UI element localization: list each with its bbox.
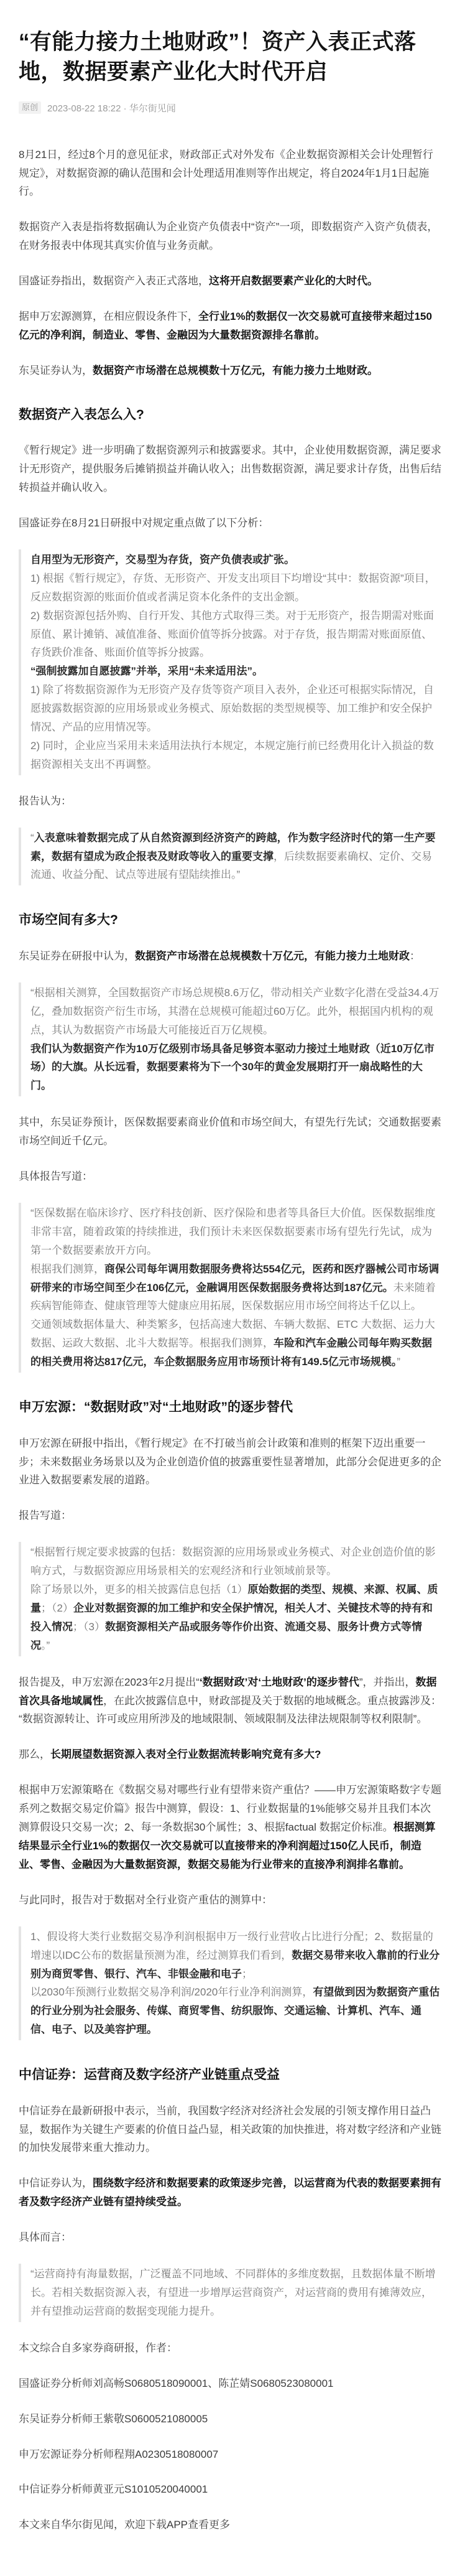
text-run: ，后续数据要素确权、定价、交易流通、收益分配、试点等进展有望陆续推出。” bbox=[30, 850, 432, 881]
research-quote bbox=[19, 2264, 441, 2322]
text-run: 报告提及，申万宏源在2023年2月提出“ bbox=[19, 1676, 200, 1688]
text-run: 申万宏源在研报中指出，《暂行规定》在不打破当前会计政策和准则的框架下迈出重要一步；未来数据业务场景以及为企业创造价值的披露重要性显著增加，此部分会促进更多的企业进入数据要素发展的道路。 bbox=[19, 1437, 441, 1486]
bold-text: “强制披露加自愿披露”并举，采用“未来适用法”。 bbox=[30, 665, 263, 678]
bold-text: 原始数据的类型、规模、来源、权属、质量 bbox=[30, 1584, 438, 1614]
quote-paragraph bbox=[30, 984, 441, 1040]
text-run: 东吴证券分析师王紫敬S0600521080005 bbox=[19, 2412, 208, 2425]
quote-paragraph bbox=[30, 569, 441, 607]
text-run: 根据我们测算， bbox=[30, 1262, 104, 1275]
text-run: ，在此次披露信息中，财政部提及关于数据的地域概念。重点披露涉及：“数据资源转让、许可或应用所涉及的地域限制、领域限制及法律法规限制等权利限制”。 bbox=[19, 1694, 441, 1725]
bold-text: 数据首次具备地域属性 bbox=[19, 1676, 437, 1707]
paragraph bbox=[19, 1434, 441, 1490]
text-run: “根据暂行规定要求披露的包括：数据资源的应用场景或业务模式、对企业创造价值的影响方式，与数据资源应用场景相关的宏观经济和行业领域前景等。 bbox=[30, 1546, 436, 1577]
text-run: 国盛证券指出，数据资产入表正式落地， bbox=[19, 275, 209, 287]
bold-text: ‘数据财政’对‘土地财政’的逐步替代 bbox=[199, 1676, 359, 1688]
text-run: 数据资产入表怎么入? bbox=[19, 407, 144, 422]
text-run: 1、假设将大类行业数据交易净利润根据申万一级行业营收占比进行分配；2、数据量的增速以IDC公布的数据量预测为准，经过测算我们看到， bbox=[30, 1930, 433, 1961]
text-run: 本文来自华尔街见闻，欢迎下载APP查看更多 bbox=[19, 2519, 231, 2531]
bold-text: 数据资产市场潜在总规模数十万亿元，有能力接力土地财政 bbox=[135, 950, 410, 962]
text-run: ”，并指出， bbox=[359, 1676, 416, 1688]
paragraph bbox=[19, 1506, 441, 1525]
paragraph bbox=[19, 2374, 441, 2393]
paragraph bbox=[19, 2102, 441, 2158]
quote-paragraph bbox=[30, 2265, 441, 2321]
text-run: 1) 根据《暂行规定》，存货、无形资产、开发支出项目下均增设“其中：数据资源”项目，反应数据资源的账面价值或者满足资本化条件的支出金额。 bbox=[30, 572, 436, 603]
text-run: 申万宏源：“数据财政”对“土地财政”的逐步替代 bbox=[19, 1400, 293, 1415]
text-run: 其中，东吴证券预计，医保数据要素商业价值和市场空间大，有望先行先试；交通数据要素市场空间近千亿元。 bbox=[19, 1116, 441, 1147]
text-run: 交通领域数据体量大、种类繁多，包括高速大数据、车辆大数据、ETC 大数据、运力大数据、运政大数据、北斗大数据等。根据我们测算， bbox=[30, 1318, 435, 1350]
quote-paragraph bbox=[30, 737, 441, 774]
text-run: 中信证券认为， bbox=[19, 2177, 93, 2190]
paragraph bbox=[19, 1781, 441, 1874]
text-run: 1) 除了将数据资源作为无形资产及存货等资产项目入表外，企业还可根据实际情况，自愿披露数据资源的应用场景或业务模式、原始数据的类型规模等、加工维护和安全保护情况、产品的应用情况等。 bbox=[30, 684, 434, 734]
text-run: 那么， bbox=[19, 1748, 50, 1761]
bold-text: 这将开启数据要素产业化的大时代。 bbox=[209, 275, 378, 287]
text-run: 东吴证券在研报中认为， bbox=[19, 950, 135, 962]
paragraph bbox=[19, 362, 441, 380]
quote-paragraph bbox=[30, 681, 441, 737]
text-run: “运营商持有海量数据，广泛覆盖不同地域、不同群体的多维度数据，且数据体量不断增长。若相关数据资源入表，有望进一步增厚运营商资产，对运营商的费用有摊薄效应，并有望推动运营商的数据变现能力提升。 bbox=[30, 2268, 436, 2317]
text-run: ” bbox=[397, 1356, 401, 1368]
bold-text: 数据交易带来收入靠前的行业分别为商贸零售、银行、汽车、非银金融和电子 bbox=[30, 1949, 440, 1980]
research-quote bbox=[19, 1926, 441, 2040]
publish-datetime: 2023-08-22 18:22 · 华尔街见闻 bbox=[47, 103, 176, 114]
paragraph bbox=[19, 2174, 441, 2211]
paragraph bbox=[19, 792, 441, 811]
paragraph bbox=[19, 2410, 441, 2429]
paragraph bbox=[19, 1745, 441, 1764]
quote-paragraph bbox=[30, 1928, 441, 1984]
text-run: 东吴证券认为， bbox=[19, 364, 93, 376]
paragraph bbox=[19, 307, 441, 345]
text-run: 2) 同时，企业应当采用未来适用法执行本规定，本规定施行前已经费用化计入损益的数据资源相关支出不再调整。 bbox=[30, 739, 434, 770]
section-heading bbox=[19, 910, 441, 930]
bold-text: 数据资产市场潜在总规模数十万亿元，有能力接力土地财政。 bbox=[93, 364, 378, 376]
text-run: 具体而言： bbox=[19, 2231, 71, 2244]
text-run: 具体报告写道： bbox=[19, 1170, 93, 1183]
research-quote bbox=[19, 549, 441, 775]
section-heading bbox=[19, 1398, 441, 1417]
text-run: “医保数据在临床诊疗、医疗科技创新、医疗保险和患者等具备巨大价值。医保数据维度非常丰富，随着政策的持续推进，我们预计未来医保数据要素市场有望先行先试，成为第一个数据要素放开方向。 bbox=[30, 1206, 436, 1256]
paragraph bbox=[19, 1891, 441, 1910]
quote-paragraph bbox=[30, 1204, 441, 1260]
paragraph bbox=[19, 2516, 441, 2534]
paragraph bbox=[19, 1167, 441, 1186]
paragraph bbox=[19, 2339, 441, 2358]
quote-paragraph bbox=[30, 662, 441, 681]
bold-text: 企业对数据资源的加工维护和安全保护情况，相关人才、关键技术等的持有和投入情况 bbox=[30, 1602, 433, 1633]
text-run: ； bbox=[242, 1967, 252, 1980]
text-run: 《暂行规定》进一步明确了数据资源列示和披露要求。其中，企业使用数据资源，满足要求计无形资产，提供服务后摊销损益并确认收入；出售数据资源，满足要求计存货，出售后结转损益并确认收入。 bbox=[19, 444, 441, 494]
text-run: ；（2） bbox=[41, 1602, 73, 1614]
bold-text: 长期展望数据资源入表对全行业数据流转影响究竟有多大? bbox=[50, 1748, 321, 1761]
bold-text: 数据资源相关产品或服务等作价出资、流通交易、服务计费方式等情况 bbox=[30, 1620, 422, 1651]
research-quote bbox=[19, 828, 441, 886]
quote-paragraph bbox=[30, 1580, 441, 1655]
bold-text: 全行业1%的数据仅一次交易就可直接带来超过150亿元的净利润，制造业、零售、金融因为大量数据资源排名靠前。 bbox=[19, 310, 432, 341]
paragraph bbox=[19, 1113, 441, 1150]
bold-text: 有望做到因为数据资产重估的行业分别为社会服务、传媒、商贸零售、纺织服饰、交通运输、计算机、汽车、通信、电子、以及美容护理。 bbox=[30, 1986, 440, 2036]
paragraph bbox=[19, 441, 441, 497]
text-run: 据申万宏源测算，在相应假设条件下， bbox=[19, 310, 198, 323]
paragraph bbox=[19, 2228, 441, 2247]
text-run: “ bbox=[30, 831, 34, 844]
text-run: 中信证券：运营商及数字经济产业链重点受益 bbox=[19, 2068, 280, 2083]
bold-text: 入表意味着数据完成了从自然资源到经济资产的跨越，作为数字经济时代的第一生产要素，数据有望成为政企报表及财政等收入的重要支撑 bbox=[30, 831, 436, 862]
text-run: 数据资产入表是指将数据确认为企业资产负债表中“资产”一项，即数据资产入资产负债表，在财务报表中体现其真实价值与业务贡献。 bbox=[19, 221, 438, 252]
text-run: 除了场景以外，更多的相关披露信息包括（1） bbox=[30, 1584, 248, 1596]
research-quote bbox=[19, 1542, 441, 1656]
quote-paragraph bbox=[30, 1315, 441, 1371]
text-run: “根据相关测算，全国数据资产市场总规模8.6万亿，带动相关产业数字化潜在受益34.4万亿，叠加数据资产衍生市场，其潜在总规模可能超过60万亿。此外，根据国内机构的观点，其认为数据资产市场最大可能接近百万亿规模。 bbox=[30, 986, 439, 1036]
research-quote bbox=[19, 982, 441, 1096]
bold-text: 自用型为无形资产，交易型为存货，资产负债表或扩张。 bbox=[30, 553, 295, 566]
paragraph bbox=[19, 272, 441, 291]
quote-paragraph bbox=[30, 1040, 441, 1096]
paragraph bbox=[19, 146, 441, 202]
paragraph bbox=[19, 2480, 441, 2499]
research-quote bbox=[19, 1203, 441, 1373]
bold-text: 我们认为数据资产作为10万亿级别市场具备足够资本驱动力接过土地财政（近10万亿市场）的大旗。从长远看，数据要素将为下一个30年的黄金发展期打开一扇战略性的大门。 bbox=[30, 1042, 435, 1092]
text-run: 8月21日，经过8个月的意见征求，财政部正式对外发布《企业数据资源相关会计处理暂行规定》，对数据资源的确认范围和会计处理适用准则等作出规定，将自2024年1月1日起施行。 bbox=[19, 148, 433, 198]
text-run: 本文综合自多家券商研报，作者： bbox=[19, 2341, 177, 2354]
text-run: 市场空间有多大? bbox=[19, 913, 118, 928]
text-run: ；（3） bbox=[73, 1620, 105, 1633]
quote-paragraph bbox=[30, 1260, 441, 1316]
text-run: 以2030年预测行业数据交易净利润/2020年行业净利润测算， bbox=[30, 1986, 313, 1999]
paragraph bbox=[19, 2445, 441, 2464]
article-title: “有能力接力土地财政”！资产入表正式落地，数据要素产业化大时代开启 bbox=[19, 30, 416, 85]
section-heading bbox=[19, 405, 441, 425]
text-run: 根据申万宏源策略在《数据交易对哪些行业有望带来资产重估？——申万宏源策略数字专题系列之数据交易定价篇》报告中测算，假设：1、行业数据量的1%能够交易并且我们本次测算假设只交易一次；2、每一条数据30个属性；3、根据factual 数据定价标准。 bbox=[19, 1784, 441, 1834]
text-run: 与此同时，报告对于数据对全行业资产重估的测算中： bbox=[19, 1893, 272, 1906]
paragraph bbox=[19, 947, 441, 966]
text-run: 2) 数据资源包括外购、自行开发、其他方式取得三类。对于无形资产，报告期需对账面原值、累计摊销、减值准备、账面价值等拆分披露。对于存货，报告期需对账面原值、存货跌价准备、账面价值等拆分披露。 bbox=[30, 609, 434, 659]
original-badge: 原创 bbox=[19, 101, 41, 114]
text-run: 国盛证券在8月21日研报中对规定重点做了以下分析： bbox=[19, 516, 269, 529]
section-heading bbox=[19, 2065, 441, 2085]
quote-paragraph bbox=[30, 607, 441, 663]
text-run: 。” bbox=[41, 1639, 50, 1651]
bold-text: 根据测算结果显示全行业1%的数据仅一次交易就可以直接带来的净利润超过150亿人民币，制造业、零售、金融因为大量数据资源，数据交易能为行业带来的直接净利润排名靠前。 bbox=[19, 1821, 436, 1870]
paragraph bbox=[19, 1673, 441, 1729]
quote-paragraph bbox=[30, 551, 441, 569]
text-run: ： bbox=[410, 950, 420, 962]
text-run: 报告写道： bbox=[19, 1510, 71, 1522]
article-blocks bbox=[19, 146, 441, 2535]
paragraph bbox=[19, 514, 441, 533]
article-meta bbox=[19, 101, 441, 114]
text-run: 报告认为： bbox=[19, 795, 71, 807]
quote-paragraph bbox=[30, 829, 441, 885]
text-run: 申万宏源证券分析师程翔A0230518080007 bbox=[19, 2448, 219, 2460]
bold-text: 车险和汽车金融公司每年购买数据的相关费用将达817亿元，车企数据服务应用市场预计将有149.5亿元市场规模。 bbox=[30, 1337, 432, 1368]
bold-text: 围绕数字经济和数据要素的政策逐步完善，以运营商为代表的数据要素拥有者及数字经济产业链有望持续受益。 bbox=[19, 2177, 441, 2208]
bold-text: 商保公司每年调用数据服务费将达554亿元，医药和医疗器械公司市场调研带来的市场空间至少在106亿元，金融调用医保数据服务费将达到187亿元。 bbox=[30, 1262, 439, 1294]
paragraph bbox=[19, 218, 441, 255]
text-run: 国盛证券分析师刘高畅S0680518090001、陈芷婧S0680523080001 bbox=[19, 2377, 334, 2389]
text-run: 中信证券分析师黄亚元S1010520040001 bbox=[19, 2483, 208, 2496]
text-run: 中信证券在最新研报中表示，当前，我国数字经济对经济社会发展的引领支撑作用日益凸显，数据作为关键生产要素的价值日益凸显，相关政策的加快推进，将对数字经济和产业链的加快发展带来重大推动力。 bbox=[19, 2104, 441, 2154]
text-run: 未来随着疾病智能筛查、健康管理等大健康应用拓展，医保数据应用市场空间将达千亿以上。 bbox=[30, 1281, 436, 1312]
quote-paragraph bbox=[30, 1983, 441, 2039]
quote-paragraph bbox=[30, 1543, 441, 1580]
